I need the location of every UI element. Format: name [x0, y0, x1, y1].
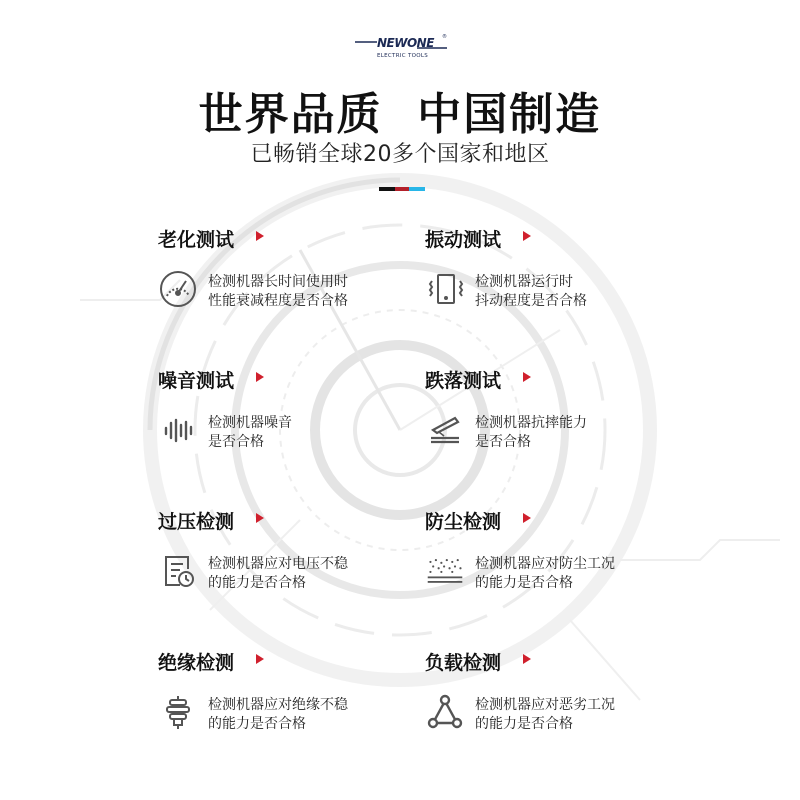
- test-title: 跌落测试: [425, 370, 502, 392]
- description-line: 的能力是否合格: [208, 716, 306, 732]
- brand-tagline: ELECTRIC TOOLS: [377, 53, 429, 59]
- test-description: [475, 414, 587, 452]
- description-line: 的能力是否合格: [208, 575, 306, 591]
- test-description: [475, 273, 587, 311]
- description-line: 是否合格: [475, 434, 531, 450]
- test-title: 振动测试: [425, 229, 502, 251]
- arrow-right-icon: [523, 231, 531, 241]
- drop-impact-icon: [425, 410, 465, 450]
- test-description: [208, 555, 348, 593]
- sound-wave-icon: [158, 410, 198, 450]
- description-line: 检测机器应对防尘工况: [475, 556, 615, 572]
- dust-icon: [425, 551, 465, 591]
- test-title: 过压检测: [158, 511, 235, 533]
- gauge-icon: [158, 269, 198, 309]
- arrow-right-icon: [523, 513, 531, 523]
- test-title: 负载检测: [425, 652, 502, 674]
- test-item-load: [425, 648, 685, 758]
- description-line: 检测机器应对电压不稳: [208, 556, 348, 572]
- description-line: 性能衰减程度是否合格: [208, 293, 348, 309]
- test-description: [208, 273, 348, 311]
- description-line: 检测机器应对绝缘不稳: [208, 697, 348, 713]
- description-line: 抖动程度是否合格: [475, 293, 587, 309]
- test-item-overvoltage: [158, 507, 418, 617]
- test-title: 防尘检测: [425, 511, 502, 533]
- vibration-phone-icon: [425, 269, 465, 309]
- arrow-right-icon: [523, 654, 531, 664]
- arrow-right-icon: [256, 513, 264, 523]
- test-description: [208, 414, 292, 452]
- test-title: 老化测试: [158, 229, 235, 251]
- test-item-noise: [158, 366, 418, 476]
- test-title: 噪音测试: [158, 370, 235, 392]
- description-line: 检测机器噪音: [208, 415, 292, 431]
- description-line: 检测机器抗摔能力: [475, 415, 587, 431]
- page-title: 世界品质 中国制造: [198, 89, 602, 140]
- arrow-right-icon: [256, 654, 264, 664]
- divider-red: [395, 187, 409, 191]
- description-line: 的能力是否合格: [475, 575, 573, 591]
- arrow-right-icon: [256, 231, 264, 241]
- brand-name: NEWONE: [377, 36, 434, 50]
- test-item-aging: [158, 225, 418, 335]
- test-description: [475, 555, 615, 593]
- insulator-icon: [158, 692, 198, 732]
- test-item-drop: [425, 366, 685, 476]
- test-description: [208, 696, 348, 734]
- report-clock-icon: [158, 551, 198, 591]
- divider-black: [379, 187, 395, 191]
- test-item-vibration: [425, 225, 685, 335]
- arrow-right-icon: [523, 372, 531, 382]
- brand-reg-mark: ®: [442, 34, 447, 40]
- divider-blue: [409, 187, 425, 191]
- test-item-dust: [425, 507, 685, 617]
- description-line: 是否合格: [208, 434, 264, 450]
- description-line: 检测机器应对恶劣工况: [475, 697, 615, 713]
- test-title: 绝缘检测: [158, 652, 235, 674]
- description-line: 检测机器运行时: [475, 274, 573, 290]
- page-subtitle: 已畅销全球20多个国家和地区: [250, 142, 550, 167]
- test-item-insulation: [158, 648, 418, 758]
- test-description: [475, 696, 615, 734]
- arrow-right-icon: [256, 372, 264, 382]
- description-line: 的能力是否合格: [475, 716, 573, 732]
- triangle-nodes-icon: [425, 692, 465, 732]
- brand-logo: [355, 36, 451, 66]
- description-line: 检测机器长时间使用时: [208, 274, 348, 290]
